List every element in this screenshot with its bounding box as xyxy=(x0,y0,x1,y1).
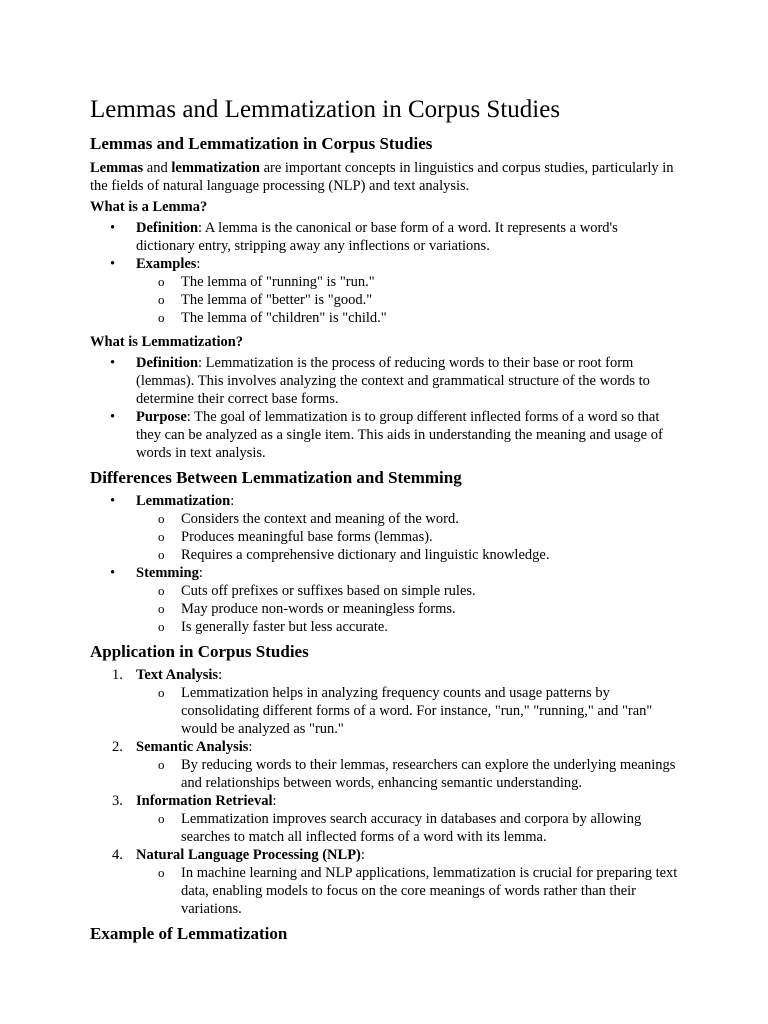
sub-bullet-icon: o xyxy=(158,511,165,526)
list-item: • Lemmatization: o Considers the context and meaning of the word. o Produces meaningful base forms (lemmas). o Requires a comprehensive dictionary and linguistic knowledge. xyxy=(90,492,680,564)
application-sublist xyxy=(136,864,680,918)
stemming-sublist xyxy=(136,582,680,636)
intro-paragraph: Lemmas and lemmatization are important concepts in linguistics and corpus studies, particularly in the fields of natural language processing (NLP) and text analysis. xyxy=(90,160,674,194)
list-item: o By reducing words to their lemmas, researchers can explore the underlying meanings and relationships between words, enhancing semantic understanding. xyxy=(158,757,676,791)
sub-bullet-icon: o xyxy=(158,757,165,772)
list-number: 2. xyxy=(112,739,123,755)
bullet-icon: • xyxy=(110,220,116,236)
section-heading-differences: Differences Between Lemmatization and Stemming xyxy=(90,468,462,487)
bullet-icon: • xyxy=(110,256,116,272)
list-item: • Definition: A lemma is the canonical or base form of a word. It represents a word's dictionary entry, stripping away any inflections or variations. xyxy=(110,220,618,254)
sub-bullet-icon: o xyxy=(158,865,165,880)
list-item: o Cuts off prefixes or suffixes based on simple rules. xyxy=(158,583,476,599)
bullet-icon: • xyxy=(110,565,116,581)
list-item: o The lemma of "running" is "run." xyxy=(158,274,375,290)
sub-bullet-icon: o xyxy=(158,292,165,307)
application-sublist xyxy=(136,684,680,738)
bullet-icon: • xyxy=(110,355,116,371)
application-list xyxy=(90,666,680,918)
list-item: o Produces meaningful base forms (lemmas). xyxy=(158,529,433,545)
list-item: o Requires a comprehensive dictionary and linguistic knowledge. xyxy=(158,547,550,563)
list-item: o Considers the context and meaning of the word. xyxy=(158,511,459,527)
sub-bullet-icon: o xyxy=(158,310,165,325)
list-item: • Purpose: The goal of lemmatization is to group different inflected forms of a word so that they can be analyzed as a single item. This aids in understanding the meaning and usage of words in text analysis. xyxy=(110,409,663,461)
lemmatization-sublist xyxy=(136,510,680,564)
term-lemmas: Lemmas xyxy=(90,160,144,176)
sub-bullet-icon: o xyxy=(158,529,165,544)
section-heading-application: Application in Corpus Studies xyxy=(90,642,309,661)
document-page xyxy=(90,92,680,945)
list-item: o Is generally faster but less accurate. xyxy=(158,619,388,635)
list-item: • Examples: o The lemma of "running" is "run." o The lemma of "better" is "good." o The lemma of "children" is "child." xyxy=(90,255,680,327)
bullet-icon: • xyxy=(110,409,116,425)
list-number: 3. xyxy=(112,793,123,809)
section-heading-intro: Lemmas and Lemmatization in Corpus Studies xyxy=(90,134,433,153)
lemma-list xyxy=(90,219,680,327)
examples-sublist xyxy=(136,273,680,327)
list-number: 4. xyxy=(112,847,123,863)
list-item: o In machine learning and NLP applications, lemmatization is crucial for preparing text data, enabling models to focus on the core meanings of words rather than their variations. xyxy=(158,865,678,917)
list-item: 4. Natural Language Processing (NLP): o In machine learning and NLP applications, lemmatization is crucial for preparing text data, enabling models to focus on the core meanings of words rather than their variations. xyxy=(90,846,680,918)
lemmatization-list xyxy=(90,354,680,462)
sub-bullet-icon: o xyxy=(158,601,165,616)
list-number: 1. xyxy=(112,667,123,683)
sub-bullet-icon: o xyxy=(158,583,165,598)
subheading-what-is-lemma: What is a Lemma? xyxy=(90,199,208,215)
list-item: 2. Semantic Analysis: o By reducing words to their lemmas, researchers can explore the underlying meanings and relationships between words, enhancing semantic understanding. xyxy=(90,738,680,792)
subheading-what-is-lemmatization: What is Lemmatization? xyxy=(90,334,244,350)
list-item: o The lemma of "children" is "child." xyxy=(158,310,387,326)
list-item: o Lemmatization improves search accuracy in databases and corpora by allowing searches to match all inflected forms of a word with its lemma. xyxy=(158,811,642,845)
term-lemmatization: lemmatization xyxy=(171,160,260,176)
sub-bullet-icon: o xyxy=(158,547,165,562)
list-item: o The lemma of "better" is "good." xyxy=(158,292,373,308)
sub-bullet-icon: o xyxy=(158,811,165,826)
sub-bullet-icon: o xyxy=(158,619,165,634)
list-item: 1. Text Analysis: o Lemmatization helps in analyzing frequency counts and usage patterns by consolidating different forms of a word. For instance, "run," "running," and "ran" would be analyzed as "run." xyxy=(90,666,680,738)
list-item: o Lemmatization helps in analyzing frequency counts and usage patterns by consolidating different forms of a word. For instance, "run," "running," and "ran" would be analyzed as "run." xyxy=(158,685,653,737)
sub-bullet-icon: o xyxy=(158,274,165,289)
application-sublist xyxy=(136,756,680,792)
section-heading-example: Example of Lemmatization xyxy=(90,924,288,943)
differences-list xyxy=(90,492,680,636)
list-item: 3. Information Retrieval: o Lemmatization improves search accuracy in databases and corpora by allowing searches to match all inflected forms of a word with its lemma. xyxy=(90,792,680,846)
list-item: o May produce non-words or meaningless forms. xyxy=(158,601,456,617)
application-sublist xyxy=(136,810,680,846)
list-item: • Stemming: o Cuts off prefixes or suffixes based on simple rules. o May produce non-words or meaningless forms. o Is generally faster but less accurate. xyxy=(90,564,680,636)
bullet-icon: • xyxy=(110,493,116,509)
sub-bullet-icon: o xyxy=(158,685,165,700)
list-item: • Definition: Lemmatization is the process of reducing words to their base or root form (lemmas). This involves analyzing the context and grammatical structure of the words to determine their correct base forms. xyxy=(110,355,650,407)
document-title: Lemmas and Lemmatization in Corpus Studies xyxy=(90,96,561,123)
